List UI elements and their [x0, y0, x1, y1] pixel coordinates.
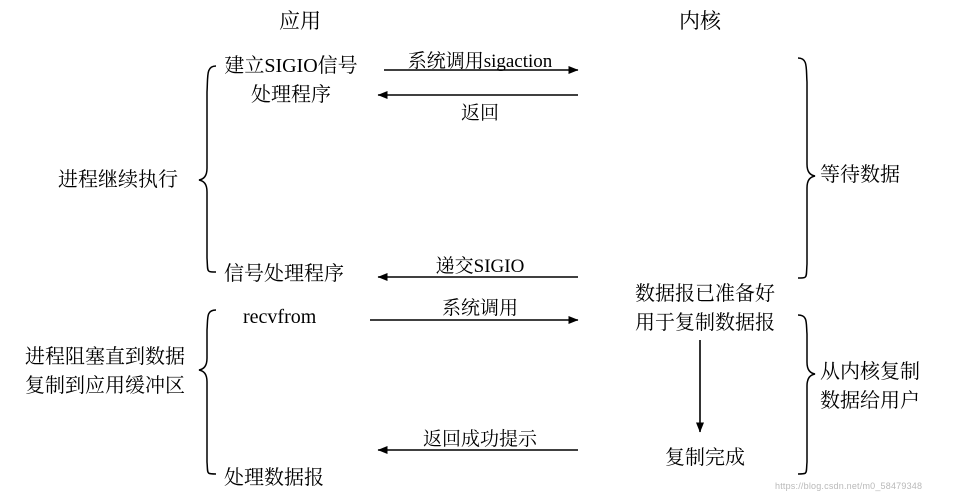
node-datagram-ready-line1: 数据报已准备好 — [635, 283, 775, 305]
watermark-text: https://blog.csdn.net/m0_58479348 — [775, 481, 923, 491]
arrow-label-return: 返回 — [460, 103, 499, 124]
node-process-data: 处理数据报 — [224, 467, 324, 489]
node-setup-sigio-line1: 建立SIGIO信号 — [224, 55, 358, 77]
column-heading-app: 应用 — [279, 9, 321, 33]
brace-label-wait-data: 等待数据 — [820, 164, 900, 186]
brace-label-process-blocked-line2: 复制到应用缓冲区 — [25, 375, 185, 397]
brace-label-process-blocked-line1: 进程阻塞直到数据 — [25, 346, 185, 368]
brace-label-copy-kernel-line2: 数据给用户 — [820, 390, 920, 412]
arrow-label-return-success: 返回成功提示 — [422, 429, 537, 450]
brace-label-copy-kernel-line1: 从内核复制 — [820, 361, 920, 383]
brace-label-process-continues: 进程继续执行 — [58, 169, 178, 191]
node-signal-handler: 信号处理程序 — [224, 263, 344, 285]
column-heading-kernel: 内核 — [679, 9, 721, 33]
node-copy-done: 复制完成 — [665, 447, 745, 469]
node-recvfrom: recvfrom — [243, 306, 317, 328]
arrow-label-deliver-sigio: 递交SIGIO — [435, 256, 525, 277]
arrow-label-syscall-sigaction: 系统调用sigaction — [407, 51, 553, 72]
node-setup-sigio-line2: 处理程序 — [251, 84, 331, 106]
arrow-label-syscall: 系统调用 — [441, 298, 518, 319]
node-datagram-ready-line2: 用于复制数据报 — [635, 312, 775, 334]
